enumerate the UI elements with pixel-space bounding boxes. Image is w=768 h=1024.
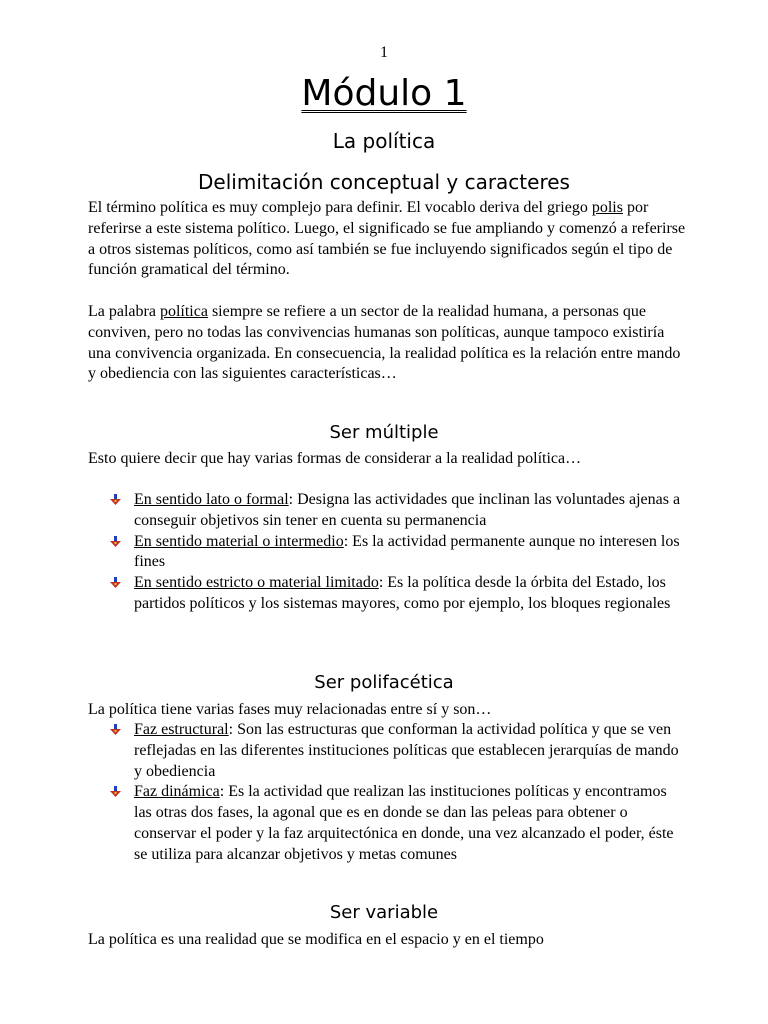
module-title [0,72,768,116]
intro-p1-before: El término política es muy complejo para definir. El vocablo deriva del griego [88,199,592,216]
arrow-down-bullet-icon [110,577,122,589]
section-intro-variable: La política es una realidad que se modifica en el espacio y en el tiempo [88,931,544,948]
intro-paragraph-2 [88,302,688,385]
section-heading-multiple: Ser múltiple [329,422,439,443]
item-text: : Es la actividad permanente aunque no interesen los fines [134,532,680,571]
item-term: Faz estructural [134,721,229,738]
item-text: : Es la política desde la órbita del Estado, los partidos políticos y los sistemas mayores, como por ejemplo, los bloques regionales [134,574,671,612]
intro-p1-underlined: polis [591,199,623,216]
intro-paragraph-1 [88,198,688,281]
intro-p2-after: siempre se refiere a un sector de la realidad humana, a personas que conviven, pero no todas las convivencias humanas son políticas, aunque tampoco existiría una convivencia organizada. En consecuencia, la realidad política es la relación entre mando y obediencia con las siguientes características… [88,303,681,383]
list-item [88,490,688,532]
arrow-down-bullet-icon [110,536,122,548]
bullet-list-multiple [88,490,688,615]
list-item [88,720,688,782]
item-text: : Son las estructuras que conforman la actividad política y que se ven reflejadas en las diferentes instituciones políticas que establecen jerarquías de mando y obediencia [134,721,679,780]
arrow-down-bullet-icon [110,786,122,798]
intro-p2-underlined: política [159,303,208,320]
section-heading-variable: Ser variable [329,902,439,923]
item-term: En sentido lato o formal [134,491,289,508]
module-title-text: Módulo 1 [301,73,467,114]
bullet-list-polifacetica [88,720,688,866]
intro-p1-after: por referirse a este sistema político. Luego, el significado se fue ampliando y comenzó a referirse a otros sistemas políticos, como así también se fue incluyendo significados según el tipo de función gramatical del término. [88,199,686,279]
item-term: En sentido estricto o material limitado [134,574,379,592]
section-intro-multiple: Esto quiere decir que hay varias formas de considerar a la realidad política… [88,450,582,467]
list-item [88,782,688,865]
arrow-down-bullet-icon [110,494,122,506]
section-intro-polifacetica: La política tiene varias fases muy relacionadas entre sí y son… [88,701,492,718]
item-term: En sentido material o intermedio [134,532,344,550]
arrow-down-bullet-icon [110,724,122,736]
item-term: Faz dinámica [134,783,220,801]
section-heading-polifacetica: Ser polifacética [314,672,454,693]
item-text: : Es la actividad que realizan las instituciones políticas y encontramos las otras dos fases, la agonal que es en donde se dan las peleas para obtener o conservar el poder y la faz arquitectónica en donde, una vez alcanzado el poder, éste se utiliza para alcanzar objetivos y metas comunes [134,783,674,863]
list-item [88,532,688,574]
subtitle: La política [332,129,436,153]
list-item [88,573,688,615]
item-text: : Designa las actividades que inclinan las voluntades ajenas a conseguir objetivos sin tener en cuenta su permanencia [134,491,681,529]
section-title: Delimitación conceptual y caracteres [198,170,570,194]
intro-p2-before: La palabra [88,303,160,320]
page-number: 1 [380,44,388,61]
